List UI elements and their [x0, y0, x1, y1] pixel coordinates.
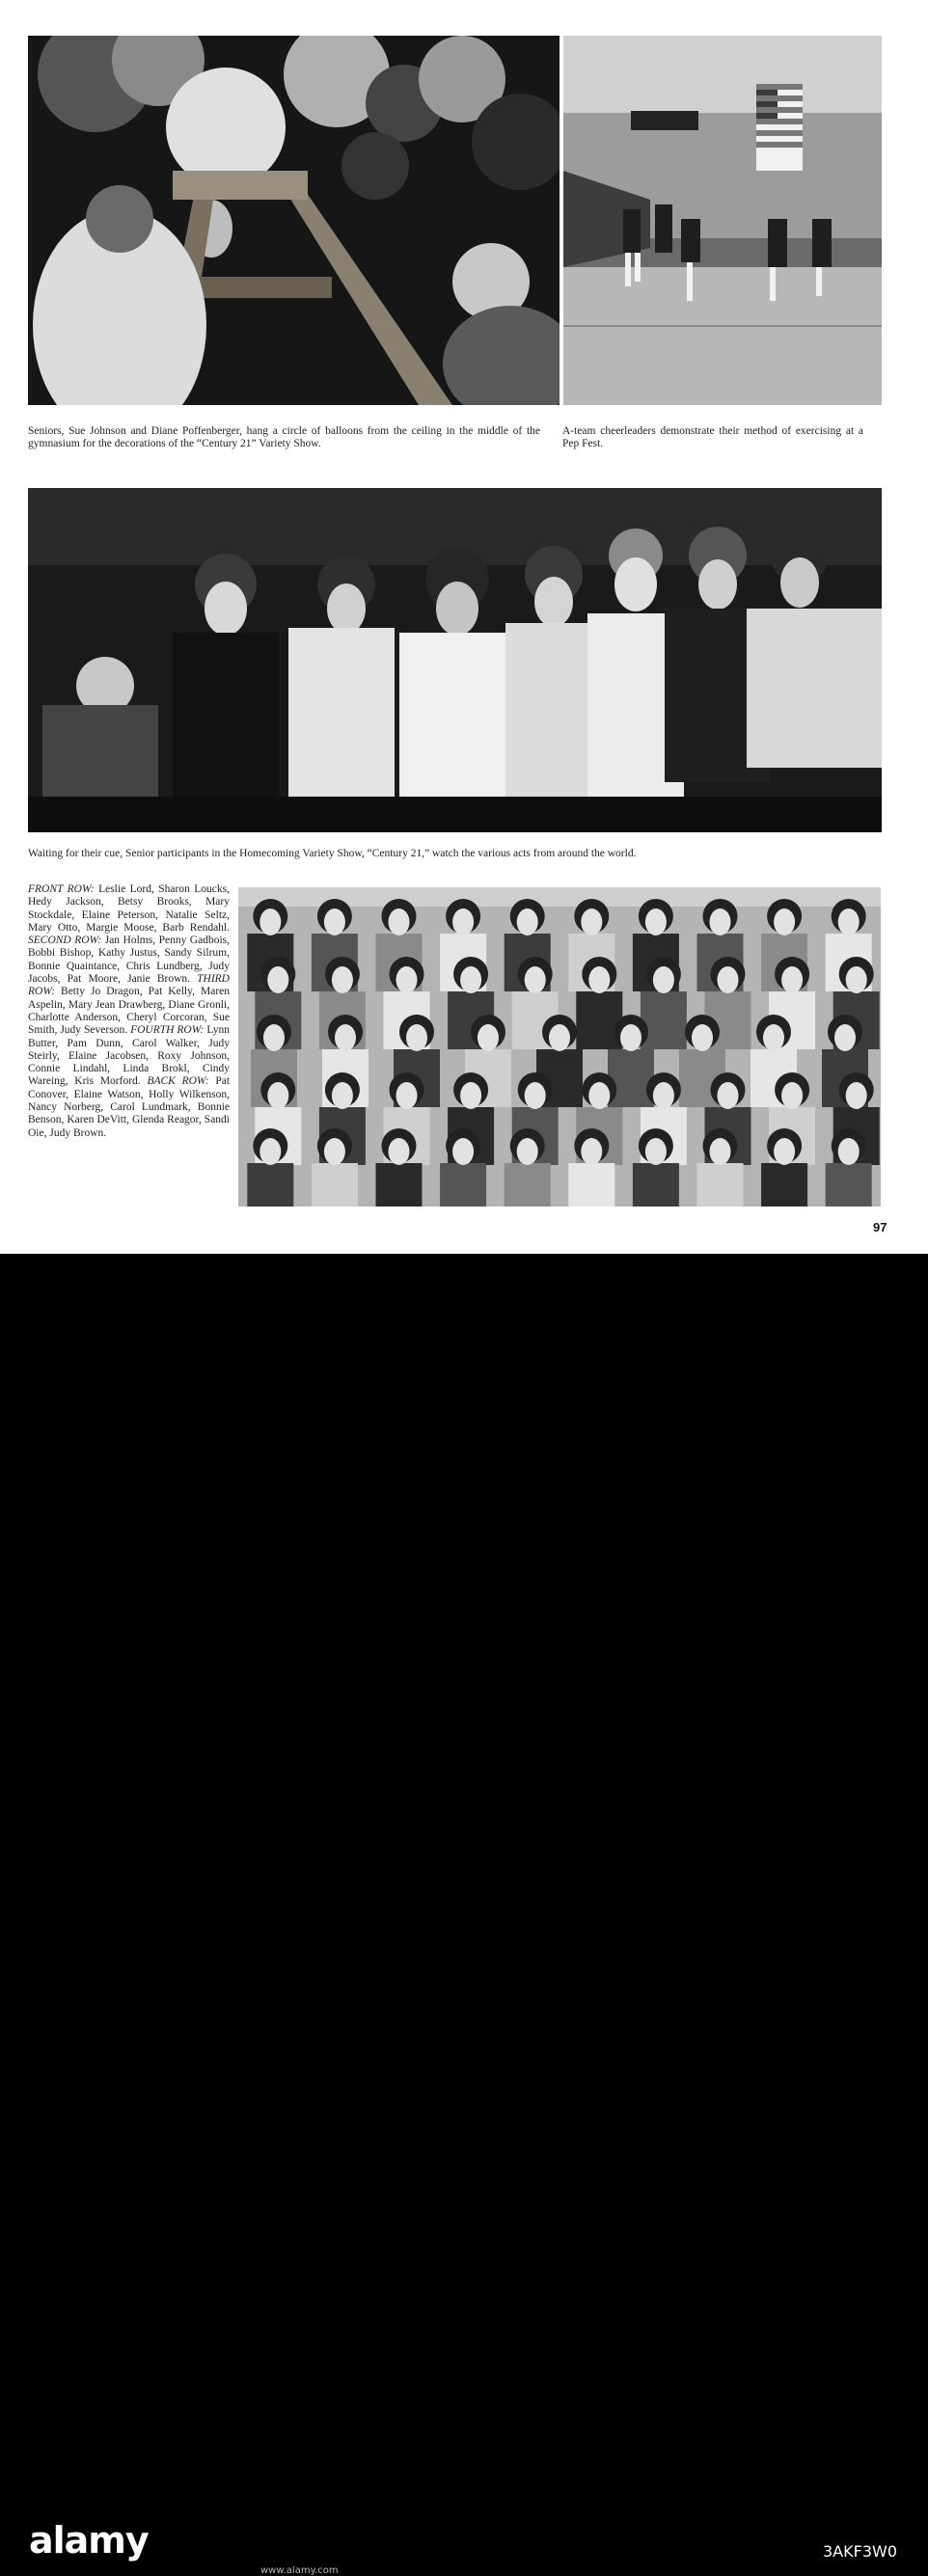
group-person-face	[581, 908, 602, 935]
group-person-face	[588, 966, 610, 993]
group-person-face	[406, 1024, 427, 1051]
group-person-face	[549, 1024, 570, 1051]
group-person-body	[376, 1163, 423, 1207]
group-person-face	[324, 908, 345, 935]
group-person-face	[838, 1138, 860, 1165]
group-person-face	[645, 1138, 667, 1165]
group-person-face	[581, 1138, 602, 1165]
group-person-body	[312, 1163, 358, 1207]
group-person-body	[608, 1049, 654, 1107]
group-person-face	[710, 908, 731, 935]
group-person-face	[396, 1082, 418, 1109]
group-person-face	[263, 1024, 285, 1051]
group-person-face	[846, 1082, 867, 1109]
yearbook-page	[0, 0, 928, 1254]
group-person-face	[396, 966, 418, 993]
group-person-body	[576, 991, 622, 1049]
roster-back-row-names: Pat Conover, Elaine Watson, Holly Wilkenson, Nancy Norberg, Carol Lundmark, Bonnie Benson, Karen DeVitt, Glenda Reagor, Sandi Oie, Judy Brown.	[28, 1075, 231, 1139]
group-person-face	[588, 1082, 610, 1109]
group-person-body	[568, 1163, 614, 1207]
group-person-body	[505, 1163, 551, 1207]
roster-second-row-names: Jan Holms, Penny Gadbois, Bobbi Bishop, Kathy Justus, Sandy Silrum, Bonnie Quaintance, Chris Lundberg, Judy Jacobs, Pat Moore, Janie Brown.	[28, 935, 231, 986]
group-person-face	[653, 966, 674, 993]
group-person-face	[653, 1082, 674, 1109]
audience-photo	[28, 488, 882, 832]
group-person-face	[267, 1082, 288, 1109]
group-person-body	[641, 991, 687, 1049]
group-person-face	[774, 1138, 795, 1165]
group-person-face	[620, 1024, 641, 1051]
group-person-body	[826, 1163, 872, 1207]
group-person-face	[259, 1138, 281, 1165]
group-person-face	[332, 1082, 353, 1109]
watermark-stock-id: 3AKF3W0	[823, 2542, 897, 2561]
group-person-face	[460, 1082, 481, 1109]
page-number: 97	[873, 1220, 887, 1234]
group-person-face	[834, 1024, 856, 1051]
group-person-face	[452, 1138, 474, 1165]
roster-list	[28, 883, 230, 1140]
watermark-url: www.alamy.com	[260, 2565, 339, 2576]
group-person-body	[440, 1163, 486, 1207]
roster-second-row-label: SECOND ROW:	[28, 935, 102, 947]
group-person-face	[718, 966, 739, 993]
group-person-face	[525, 1082, 546, 1109]
cheerleaders-photo	[563, 36, 882, 405]
group-person-face	[460, 966, 481, 993]
group-person-face	[389, 1138, 410, 1165]
group-person-body	[633, 1163, 679, 1207]
group-person-face	[710, 1138, 731, 1165]
group-person-face	[335, 1024, 356, 1051]
group-person-face	[389, 908, 410, 935]
roster-front-row-names: Leslie Lord, Sharon Loucks, Hedy Jackson, Betsy Brooks, Mary Stockdale, Elaine Peterson, Natalie Seltz, Mary Otto, Margie Moose, Barb Rendahl.	[28, 883, 230, 934]
watermark-bar	[0, 1254, 928, 2576]
group-person-face	[692, 1024, 713, 1051]
group-person-body	[697, 1163, 744, 1207]
roster-front-row-label: FRONT ROW:	[28, 883, 95, 895]
group-person-body	[761, 1163, 807, 1207]
group-person-face	[478, 1024, 499, 1051]
group-person-face	[525, 966, 546, 993]
group-person-face	[763, 1024, 784, 1051]
cheerleaders-caption: A-team cheerleaders demonstrate their method of exercising at a Pep Fest.	[562, 425, 863, 449]
group-person-face	[517, 908, 538, 935]
roster-fourth-row-label: FOURTH ROW:	[130, 1024, 205, 1037]
roster-third-row-label: THIRD ROW:	[28, 973, 230, 998]
audience-caption: Waiting for their cue, Senior participants in the Homecoming Variety Show, “Century 21,” watch the various acts from around the world.	[28, 848, 637, 859]
group-person-face	[332, 966, 353, 993]
group-person-face	[781, 1082, 803, 1109]
roster-back-row-label: BACK ROW:	[147, 1075, 209, 1088]
group-person-face	[259, 908, 281, 935]
group-person-face	[774, 908, 795, 935]
roster-fourth-row-names: Lynn Butter, Pam Dunn, Carol Walker, Judy Steirly, Elaine Jacobsen, Roxy Johnson, Connie Lindahl, Linda Brokl, Cindy Wareing, Kris Morford.	[28, 1024, 231, 1088]
balloons-caption: Seniors, Sue Johnson and Diane Poffenberger, hang a circle of balloons from the ceiling in the middle of the gymnasium for the decorations of the “Century 21” Variety Show.	[28, 425, 540, 449]
group-person-face	[718, 1082, 739, 1109]
group-person-face	[517, 1138, 538, 1165]
group-person-face	[838, 908, 860, 935]
group-person-face	[324, 1138, 345, 1165]
group-person-face	[645, 908, 667, 935]
roster-third-row-names: Betty Jo Dragon, Pat Kelly, Maren Aspelin, Mary Jean Drawberg, Diane Gronli, Charlotte Anderson, Cheryl Corcoran, Sue Smith, Judy Severson.	[28, 986, 231, 1037]
group-photo	[238, 887, 881, 1207]
group-person-face	[267, 966, 288, 993]
balloons-photo	[28, 36, 560, 405]
group-person-body	[247, 1163, 293, 1207]
group-person-face	[846, 966, 867, 993]
group-person-face	[781, 966, 803, 993]
watermark-brand: alamy	[29, 2519, 149, 2562]
group-person-face	[452, 908, 474, 935]
